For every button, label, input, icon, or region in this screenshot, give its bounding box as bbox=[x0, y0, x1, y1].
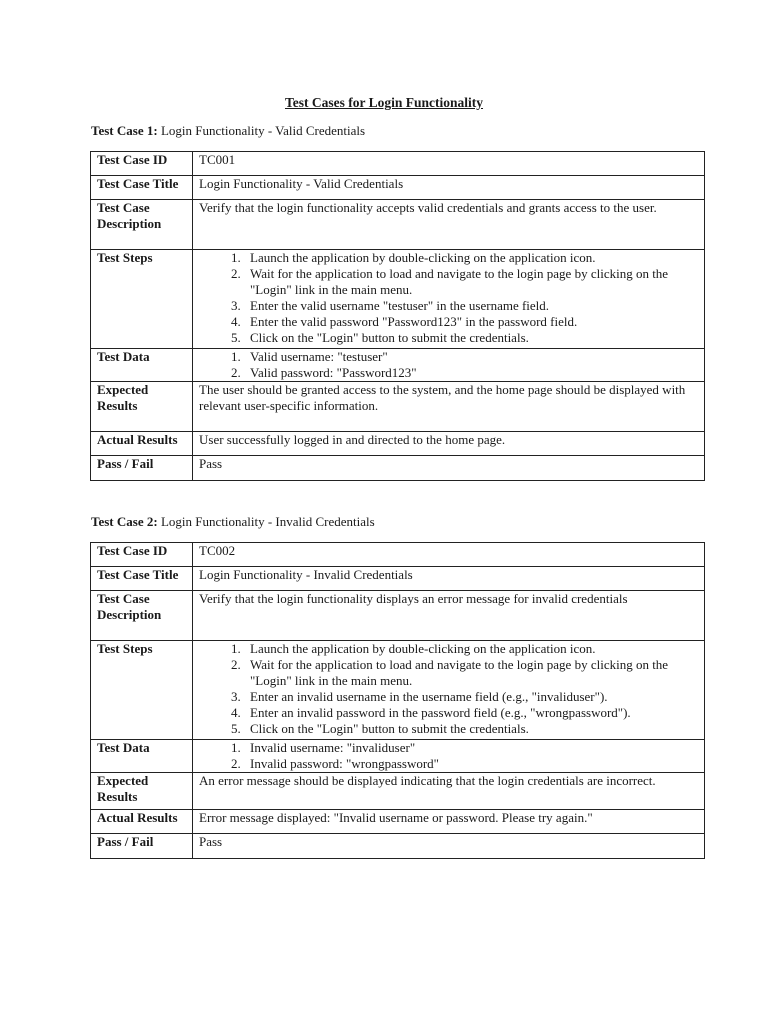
expected-results-value: An error message should be displayed indicating that the login credentials are incorrect. bbox=[193, 773, 705, 810]
list-item: 4. Enter an invalid password in the password field (e.g., "wrongpassword"). bbox=[244, 705, 698, 721]
test-case-1-heading bbox=[91, 123, 365, 139]
row-label: Test Steps bbox=[91, 641, 193, 740]
table-row bbox=[91, 810, 705, 834]
test-data-value bbox=[193, 349, 705, 382]
test-case-id-value: TC002 bbox=[193, 543, 705, 567]
row-label: Test Case ID bbox=[91, 152, 193, 176]
list-item: 5. Click on the "Login" button to submit the credentials. bbox=[244, 330, 698, 346]
test-case-1-table bbox=[90, 151, 705, 481]
row-label: Test Steps bbox=[91, 250, 193, 349]
table-row bbox=[91, 641, 705, 740]
row-label: Test Case Title bbox=[91, 567, 193, 591]
row-label: Expected Results bbox=[91, 382, 193, 432]
row-label: Test Data bbox=[91, 740, 193, 773]
row-label: Test Case Description bbox=[91, 200, 193, 250]
pass-fail-value: Pass bbox=[193, 456, 705, 481]
actual-results-value: User successfully logged in and directed to the home page. bbox=[193, 432, 705, 456]
test-case-description-value: Verify that the login functionality displays an error message for invalid credentials bbox=[193, 591, 705, 641]
list-item: 1. Invalid username: "invaliduser" bbox=[244, 740, 698, 756]
test-case-2-table bbox=[90, 542, 705, 859]
table-row bbox=[91, 250, 705, 349]
test-data-value bbox=[193, 740, 705, 773]
table-row bbox=[91, 349, 705, 382]
test-case-2-heading-text: Login Functionality - Invalid Credentials bbox=[157, 514, 375, 529]
test-steps-list bbox=[199, 641, 698, 737]
test-steps-value bbox=[193, 250, 705, 349]
table-row bbox=[91, 567, 705, 591]
test-data-list bbox=[199, 740, 698, 772]
list-item: 2. Wait for the application to load and navigate to the login page by clicking on the "Login" link in the main menu. bbox=[244, 657, 698, 689]
row-label: Test Data bbox=[91, 349, 193, 382]
table-row bbox=[91, 152, 705, 176]
row-label: Actual Results bbox=[91, 432, 193, 456]
test-steps-list bbox=[199, 250, 698, 346]
table-row bbox=[91, 773, 705, 810]
table-row bbox=[91, 456, 705, 481]
test-data-list bbox=[199, 349, 698, 381]
table-row bbox=[91, 176, 705, 200]
test-case-title-value: Login Functionality - Valid Credentials bbox=[193, 176, 705, 200]
row-label: Actual Results bbox=[91, 810, 193, 834]
list-item: 5. Click on the "Login" button to submit the credentials. bbox=[244, 721, 698, 737]
pass-fail-value: Pass bbox=[193, 834, 705, 859]
test-case-1-heading-prefix: Test Case 1: bbox=[91, 123, 158, 138]
list-item: 1. Valid username: "testuser" bbox=[244, 349, 698, 365]
list-item: 3. Enter the valid username "testuser" in the username field. bbox=[244, 298, 698, 314]
list-item: 3. Enter an invalid username in the username field (e.g., "invaliduser"). bbox=[244, 689, 698, 705]
test-case-description-value: Verify that the login functionality accepts valid credentials and grants access to the user. bbox=[193, 200, 705, 250]
test-case-2-heading bbox=[91, 514, 375, 530]
test-steps-value bbox=[193, 641, 705, 740]
row-label: Expected Results bbox=[91, 773, 193, 810]
test-case-1-heading-text: Login Functionality - Valid Credentials bbox=[157, 123, 366, 138]
list-item: 2. Valid password: "Password123" bbox=[244, 365, 698, 381]
test-case-title-value: Login Functionality - Invalid Credentials bbox=[193, 567, 705, 591]
expected-results-value: The user should be granted access to the system, and the home page should be displayed with relevant user-specific information. bbox=[193, 382, 705, 432]
row-label: Test Case Title bbox=[91, 176, 193, 200]
table-row bbox=[91, 834, 705, 859]
table-row bbox=[91, 591, 705, 641]
list-item: 4. Enter the valid password "Password123" in the password field. bbox=[244, 314, 698, 330]
row-label: Pass / Fail bbox=[91, 834, 193, 859]
table-row bbox=[91, 200, 705, 250]
actual-results-value: Error message displayed: "Invalid username or password. Please try again." bbox=[193, 810, 705, 834]
test-case-id-value: TC001 bbox=[193, 152, 705, 176]
row-label: Test Case Description bbox=[91, 591, 193, 641]
row-label: Pass / Fail bbox=[91, 456, 193, 481]
list-item: 2. Invalid password: "wrongpassword" bbox=[244, 756, 698, 772]
list-item: 1. Launch the application by double-clicking on the application icon. bbox=[244, 250, 698, 266]
table-row bbox=[91, 382, 705, 432]
table-row bbox=[91, 432, 705, 456]
list-item: 1. Launch the application by double-clicking on the application icon. bbox=[244, 641, 698, 657]
table-row bbox=[91, 543, 705, 567]
test-case-2-heading-prefix: Test Case 2: bbox=[91, 514, 158, 529]
document-title: Test Cases for Login Functionality bbox=[284, 95, 484, 110]
table-row bbox=[91, 740, 705, 773]
row-label: Test Case ID bbox=[91, 543, 193, 567]
list-item: 2. Wait for the application to load and navigate to the login page by clicking on the "Login" link in the main menu. bbox=[244, 266, 698, 298]
